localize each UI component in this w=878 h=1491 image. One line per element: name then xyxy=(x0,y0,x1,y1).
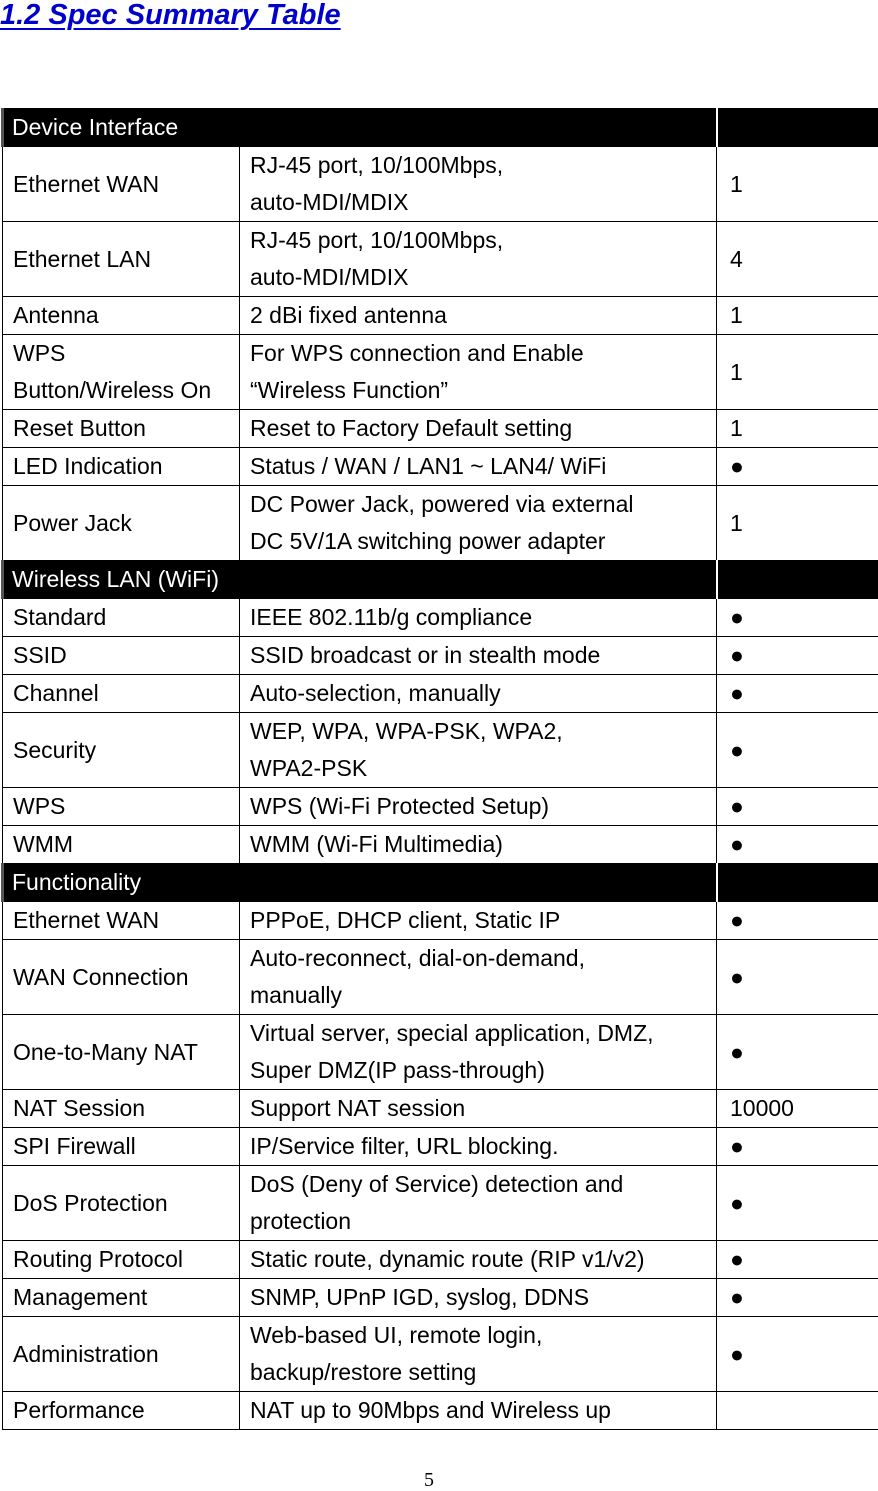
table-row xyxy=(3,1128,878,1166)
value-cell: ● xyxy=(717,448,878,486)
section-title: Device Interface xyxy=(3,109,717,147)
detail-cell: IP/Service filter, URL blocking. xyxy=(240,1128,717,1166)
table-row xyxy=(3,222,878,297)
value-cell: ● xyxy=(717,637,878,675)
detail-cell: WPS (Wi-Fi Protected Setup) xyxy=(240,788,717,826)
value-cell: ● xyxy=(717,1279,878,1317)
value-cell: ● xyxy=(717,675,878,713)
feature-cell: DoS Protection xyxy=(3,1166,240,1241)
feature-cell: Power Jack xyxy=(3,486,240,561)
detail-cell: SNMP, UPnP IGD, syslog, DDNS xyxy=(240,1279,717,1317)
value-cell: 10000 xyxy=(717,1090,878,1128)
table-row xyxy=(3,826,878,864)
spec-summary-table xyxy=(1,108,878,1430)
feature-cell: WPS Button/Wireless On xyxy=(3,335,240,410)
detail-cell: Support NAT session xyxy=(240,1090,717,1128)
feature-cell: NAT Session xyxy=(3,1090,240,1128)
value-cell: ● xyxy=(717,788,878,826)
detail-cell: RJ-45 port, 10/100Mbps, auto-MDI/MDIX xyxy=(240,147,717,222)
value-cell: ● xyxy=(717,940,878,1015)
section-header-blank xyxy=(717,864,878,902)
detail-cell: Status / WAN / LAN1 ~ LAN4/ WiFi xyxy=(240,448,717,486)
feature-cell: WPS xyxy=(3,788,240,826)
table-row xyxy=(3,902,878,940)
value-cell: ● xyxy=(717,1015,878,1090)
feature-cell: Management xyxy=(3,1279,240,1317)
feature-cell: Reset Button xyxy=(3,410,240,448)
feature-cell: Routing Protocol xyxy=(3,1241,240,1279)
detail-cell: RJ-45 port, 10/100Mbps, auto-MDI/MDIX xyxy=(240,222,717,297)
table-row xyxy=(3,1392,878,1430)
value-cell: ● xyxy=(717,1317,878,1392)
value-cell xyxy=(717,1392,878,1430)
table-row xyxy=(3,788,878,826)
table-row xyxy=(3,1166,878,1241)
detail-cell: SSID broadcast or in stealth mode xyxy=(240,637,717,675)
detail-cell: WMM (Wi-Fi Multimedia) xyxy=(240,826,717,864)
detail-cell: IEEE 802.11b/g compliance xyxy=(240,599,717,637)
value-cell: ● xyxy=(717,1241,878,1279)
section-header xyxy=(3,561,878,599)
feature-cell: WAN Connection xyxy=(3,940,240,1015)
detail-cell: For WPS connection and Enable “Wireless Function” xyxy=(240,335,717,410)
feature-cell: Ethernet WAN xyxy=(3,902,240,940)
table-row xyxy=(3,599,878,637)
table-row xyxy=(3,940,878,1015)
feature-cell: WMM xyxy=(3,826,240,864)
detail-cell: Auto-reconnect, dial-on-demand, manually xyxy=(240,940,717,1015)
section-header xyxy=(3,864,878,902)
detail-cell: DC Power Jack, powered via external DC 5V/1A switching power adapter xyxy=(240,486,717,561)
page-title: 1.2 Spec Summary Table xyxy=(0,0,341,30)
section-title: Functionality xyxy=(3,864,717,902)
table-row xyxy=(3,713,878,788)
feature-cell: Standard xyxy=(3,599,240,637)
table-row xyxy=(3,1317,878,1392)
detail-cell: Reset to Factory Default setting xyxy=(240,410,717,448)
section-header xyxy=(3,109,878,147)
detail-cell: WEP, WPA, WPA-PSK, WPA2, WPA2-PSK xyxy=(240,713,717,788)
section-title: Wireless LAN (WiFi) xyxy=(3,561,717,599)
table-row xyxy=(3,147,878,222)
table-row xyxy=(3,486,878,561)
detail-cell: PPPoE, DHCP client, Static IP xyxy=(240,902,717,940)
value-cell: ● xyxy=(717,1128,878,1166)
table-row xyxy=(3,1015,878,1090)
value-cell: ● xyxy=(717,599,878,637)
detail-cell: 2 dBi fixed antenna xyxy=(240,297,717,335)
table-row xyxy=(3,675,878,713)
detail-cell: Auto-selection, manually xyxy=(240,675,717,713)
feature-cell: Security xyxy=(3,713,240,788)
table-row xyxy=(3,448,878,486)
feature-cell: Ethernet LAN xyxy=(3,222,240,297)
table-row xyxy=(3,1241,878,1279)
detail-cell: NAT up to 90Mbps and Wireless up xyxy=(240,1392,717,1430)
value-cell: 4 xyxy=(717,222,878,297)
detail-cell: Static route, dynamic route (RIP v1/v2) xyxy=(240,1241,717,1279)
value-cell: ● xyxy=(717,1166,878,1241)
feature-cell: SPI Firewall xyxy=(3,1128,240,1166)
value-cell: 1 xyxy=(717,486,878,561)
feature-cell: One-to-Many NAT xyxy=(3,1015,240,1090)
section-header-blank xyxy=(717,109,878,147)
value-cell: ● xyxy=(717,713,878,788)
detail-cell: DoS (Deny of Service) detection and protection xyxy=(240,1166,717,1241)
value-cell: 1 xyxy=(717,335,878,410)
value-cell: ● xyxy=(717,902,878,940)
feature-cell: LED Indication xyxy=(3,448,240,486)
page-number: 5 xyxy=(0,1470,858,1490)
value-cell: 1 xyxy=(717,147,878,222)
feature-cell: Performance xyxy=(3,1392,240,1430)
detail-cell: Virtual server, special application, DMZ, Super DMZ(IP pass-through) xyxy=(240,1015,717,1090)
value-cell: 1 xyxy=(717,297,878,335)
value-cell: ● xyxy=(717,826,878,864)
feature-cell: Ethernet WAN xyxy=(3,147,240,222)
value-cell: 1 xyxy=(717,410,878,448)
table-row xyxy=(3,335,878,410)
detail-cell: Web-based UI, remote login, backup/restore setting xyxy=(240,1317,717,1392)
table-row xyxy=(3,1090,878,1128)
spec-table-body xyxy=(3,109,878,1430)
feature-cell: Channel xyxy=(3,675,240,713)
feature-cell: SSID xyxy=(3,637,240,675)
table-row xyxy=(3,637,878,675)
feature-cell: Administration xyxy=(3,1317,240,1392)
feature-cell: Antenna xyxy=(3,297,240,335)
section-header-blank xyxy=(717,561,878,599)
table-row xyxy=(3,410,878,448)
table-row xyxy=(3,297,878,335)
table-row xyxy=(3,1279,878,1317)
